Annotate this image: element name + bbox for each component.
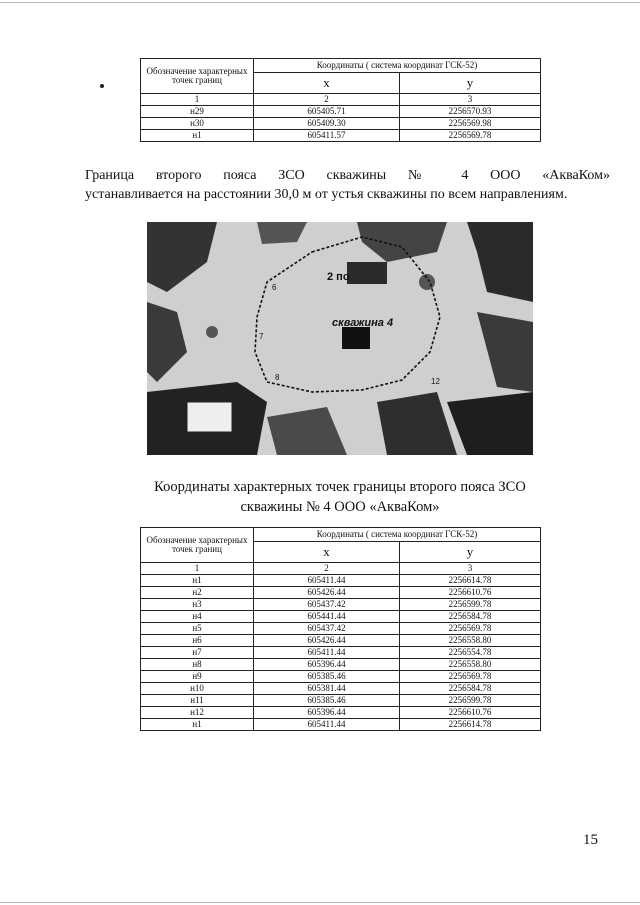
table-row bbox=[141, 707, 541, 719]
table-row bbox=[141, 118, 541, 130]
y-coordinate-cell: 2256569.78 bbox=[400, 671, 541, 683]
table-row bbox=[141, 587, 541, 599]
y-coordinate-cell: 2256614.78 bbox=[400, 575, 541, 587]
point-name-cell: н9 bbox=[141, 671, 254, 683]
coordinates-table bbox=[140, 527, 541, 731]
header-x: х bbox=[254, 541, 400, 562]
header-y: у bbox=[400, 72, 541, 93]
boundary-description bbox=[85, 166, 610, 204]
x-coordinate-cell: 605426.44 bbox=[254, 587, 400, 599]
caption-line-1: Координаты характерных точек границы второго пояса ЗСО bbox=[154, 479, 526, 495]
header-point-name: Обозначение характерных точек границ bbox=[141, 528, 254, 563]
point-name-cell: н8 bbox=[141, 659, 254, 671]
point-name-cell: н10 bbox=[141, 683, 254, 695]
point-name-cell: н3 bbox=[141, 599, 254, 611]
y-coordinate-cell: 2256554.78 bbox=[400, 647, 541, 659]
point-label-6: 6 bbox=[272, 283, 277, 292]
y-coordinate-cell: 2256569.78 bbox=[400, 130, 541, 142]
x-coordinate-cell: 605396.44 bbox=[254, 707, 400, 719]
point-name-cell: н29 bbox=[141, 106, 254, 118]
table-row bbox=[141, 683, 541, 695]
y-coordinate-cell: 2256614.78 bbox=[400, 719, 541, 731]
scan-dot bbox=[100, 84, 104, 88]
x-coordinate-cell: 605385.46 bbox=[254, 671, 400, 683]
y-coordinate-cell: 2256584.78 bbox=[400, 683, 541, 695]
point-name-cell: н11 bbox=[141, 695, 254, 707]
y-coordinate-cell: 2256558.80 bbox=[400, 635, 541, 647]
map-graphic bbox=[147, 222, 533, 455]
table-row bbox=[141, 659, 541, 671]
x-coordinate-cell: 605381.44 bbox=[254, 683, 400, 695]
col-number-1: 1 bbox=[141, 94, 254, 106]
x-coordinate-cell: 605405.71 bbox=[254, 106, 400, 118]
x-coordinate-cell: 605411.44 bbox=[254, 647, 400, 659]
point-name-cell: н30 bbox=[141, 118, 254, 130]
y-coordinate-cell: 2256599.78 bbox=[400, 695, 541, 707]
page-number: 15 bbox=[583, 832, 598, 848]
y-coordinate-cell: 2256558.80 bbox=[400, 659, 541, 671]
point-name-cell: н5 bbox=[141, 623, 254, 635]
header-coordinates: Координаты ( система координат ГСК-52) bbox=[254, 59, 541, 73]
table-row bbox=[141, 647, 541, 659]
header-coordinates: Координаты ( система координат ГСК-52) bbox=[254, 528, 541, 542]
caption-line-2: скважины № 4 ООО «АкваКом» bbox=[240, 499, 440, 515]
x-coordinate-cell: 605437.42 bbox=[254, 599, 400, 611]
x-coordinate-cell: 605411.44 bbox=[254, 575, 400, 587]
table-caption bbox=[100, 477, 580, 517]
y-coordinate-cell: 2256610.76 bbox=[400, 707, 541, 719]
table-row bbox=[141, 623, 541, 635]
table-row bbox=[141, 106, 541, 118]
table-body bbox=[141, 528, 541, 731]
header-point-name: Обозначение характерных точек границ bbox=[141, 59, 254, 94]
table-row bbox=[141, 695, 541, 707]
y-coordinate-cell: 2256599.78 bbox=[400, 599, 541, 611]
table-row bbox=[141, 671, 541, 683]
x-coordinate-cell: 605426.44 bbox=[254, 635, 400, 647]
point-name-cell: н1 bbox=[141, 575, 254, 587]
x-coordinate-cell: 605409.30 bbox=[254, 118, 400, 130]
paragraph-line-2: устанавливается на расстоянии 30,0 м от устья скважины по всем направлениям. bbox=[85, 187, 568, 202]
table-body bbox=[141, 59, 541, 142]
header-x: x bbox=[254, 72, 400, 93]
col-number-3: 3 bbox=[400, 94, 541, 106]
table-row bbox=[141, 575, 541, 587]
label-zone: 2 по bbox=[327, 271, 350, 283]
table-row bbox=[141, 635, 541, 647]
point-name-cell: н1 bbox=[141, 130, 254, 142]
x-coordinate-cell: 605437.42 bbox=[254, 623, 400, 635]
x-coordinate-cell: 605441.44 bbox=[254, 611, 400, 623]
y-coordinate-cell: 2256569.98 bbox=[400, 118, 541, 130]
x-coordinate-cell: 605411.44 bbox=[254, 719, 400, 731]
coordinates-table-continued bbox=[140, 58, 541, 142]
col-number-2: 2 bbox=[254, 94, 400, 106]
col-number-2: 2 bbox=[254, 563, 400, 575]
point-label-12: 12 bbox=[431, 377, 440, 386]
y-coordinate-cell: 2256569.78 bbox=[400, 623, 541, 635]
point-label-8: 8 bbox=[275, 373, 280, 382]
point-name-cell: н1 bbox=[141, 719, 254, 731]
point-name-cell: н4 bbox=[141, 611, 254, 623]
table-row bbox=[141, 719, 541, 731]
scan-edge-bottom bbox=[0, 902, 640, 903]
point-name-cell: н7 bbox=[141, 647, 254, 659]
point-name-cell: н12 bbox=[141, 707, 254, 719]
col-number-1: 1 bbox=[141, 563, 254, 575]
x-coordinate-cell: 605396.44 bbox=[254, 659, 400, 671]
col-number-3: 3 bbox=[400, 563, 541, 575]
table-row bbox=[141, 611, 541, 623]
scan-edge-top bbox=[0, 2, 640, 3]
paragraph-line-1: Граница второго пояса ЗСО скважины № 4 ООО «АкваКом» bbox=[85, 168, 610, 183]
y-coordinate-cell: 2256570.93 bbox=[400, 106, 541, 118]
aerial-map-image bbox=[147, 222, 533, 455]
table-row bbox=[141, 130, 541, 142]
y-coordinate-cell: 2256584.78 bbox=[400, 611, 541, 623]
x-coordinate-cell: 605411.57 bbox=[254, 130, 400, 142]
table-row bbox=[141, 599, 541, 611]
label-well: скважина 4 bbox=[332, 317, 394, 329]
x-coordinate-cell: 605385.46 bbox=[254, 695, 400, 707]
point-label-7: 7 bbox=[259, 332, 264, 341]
point-name-cell: н2 bbox=[141, 587, 254, 599]
y-coordinate-cell: 2256610.76 bbox=[400, 587, 541, 599]
header-y: у bbox=[400, 541, 541, 562]
point-name-cell: н6 bbox=[141, 635, 254, 647]
